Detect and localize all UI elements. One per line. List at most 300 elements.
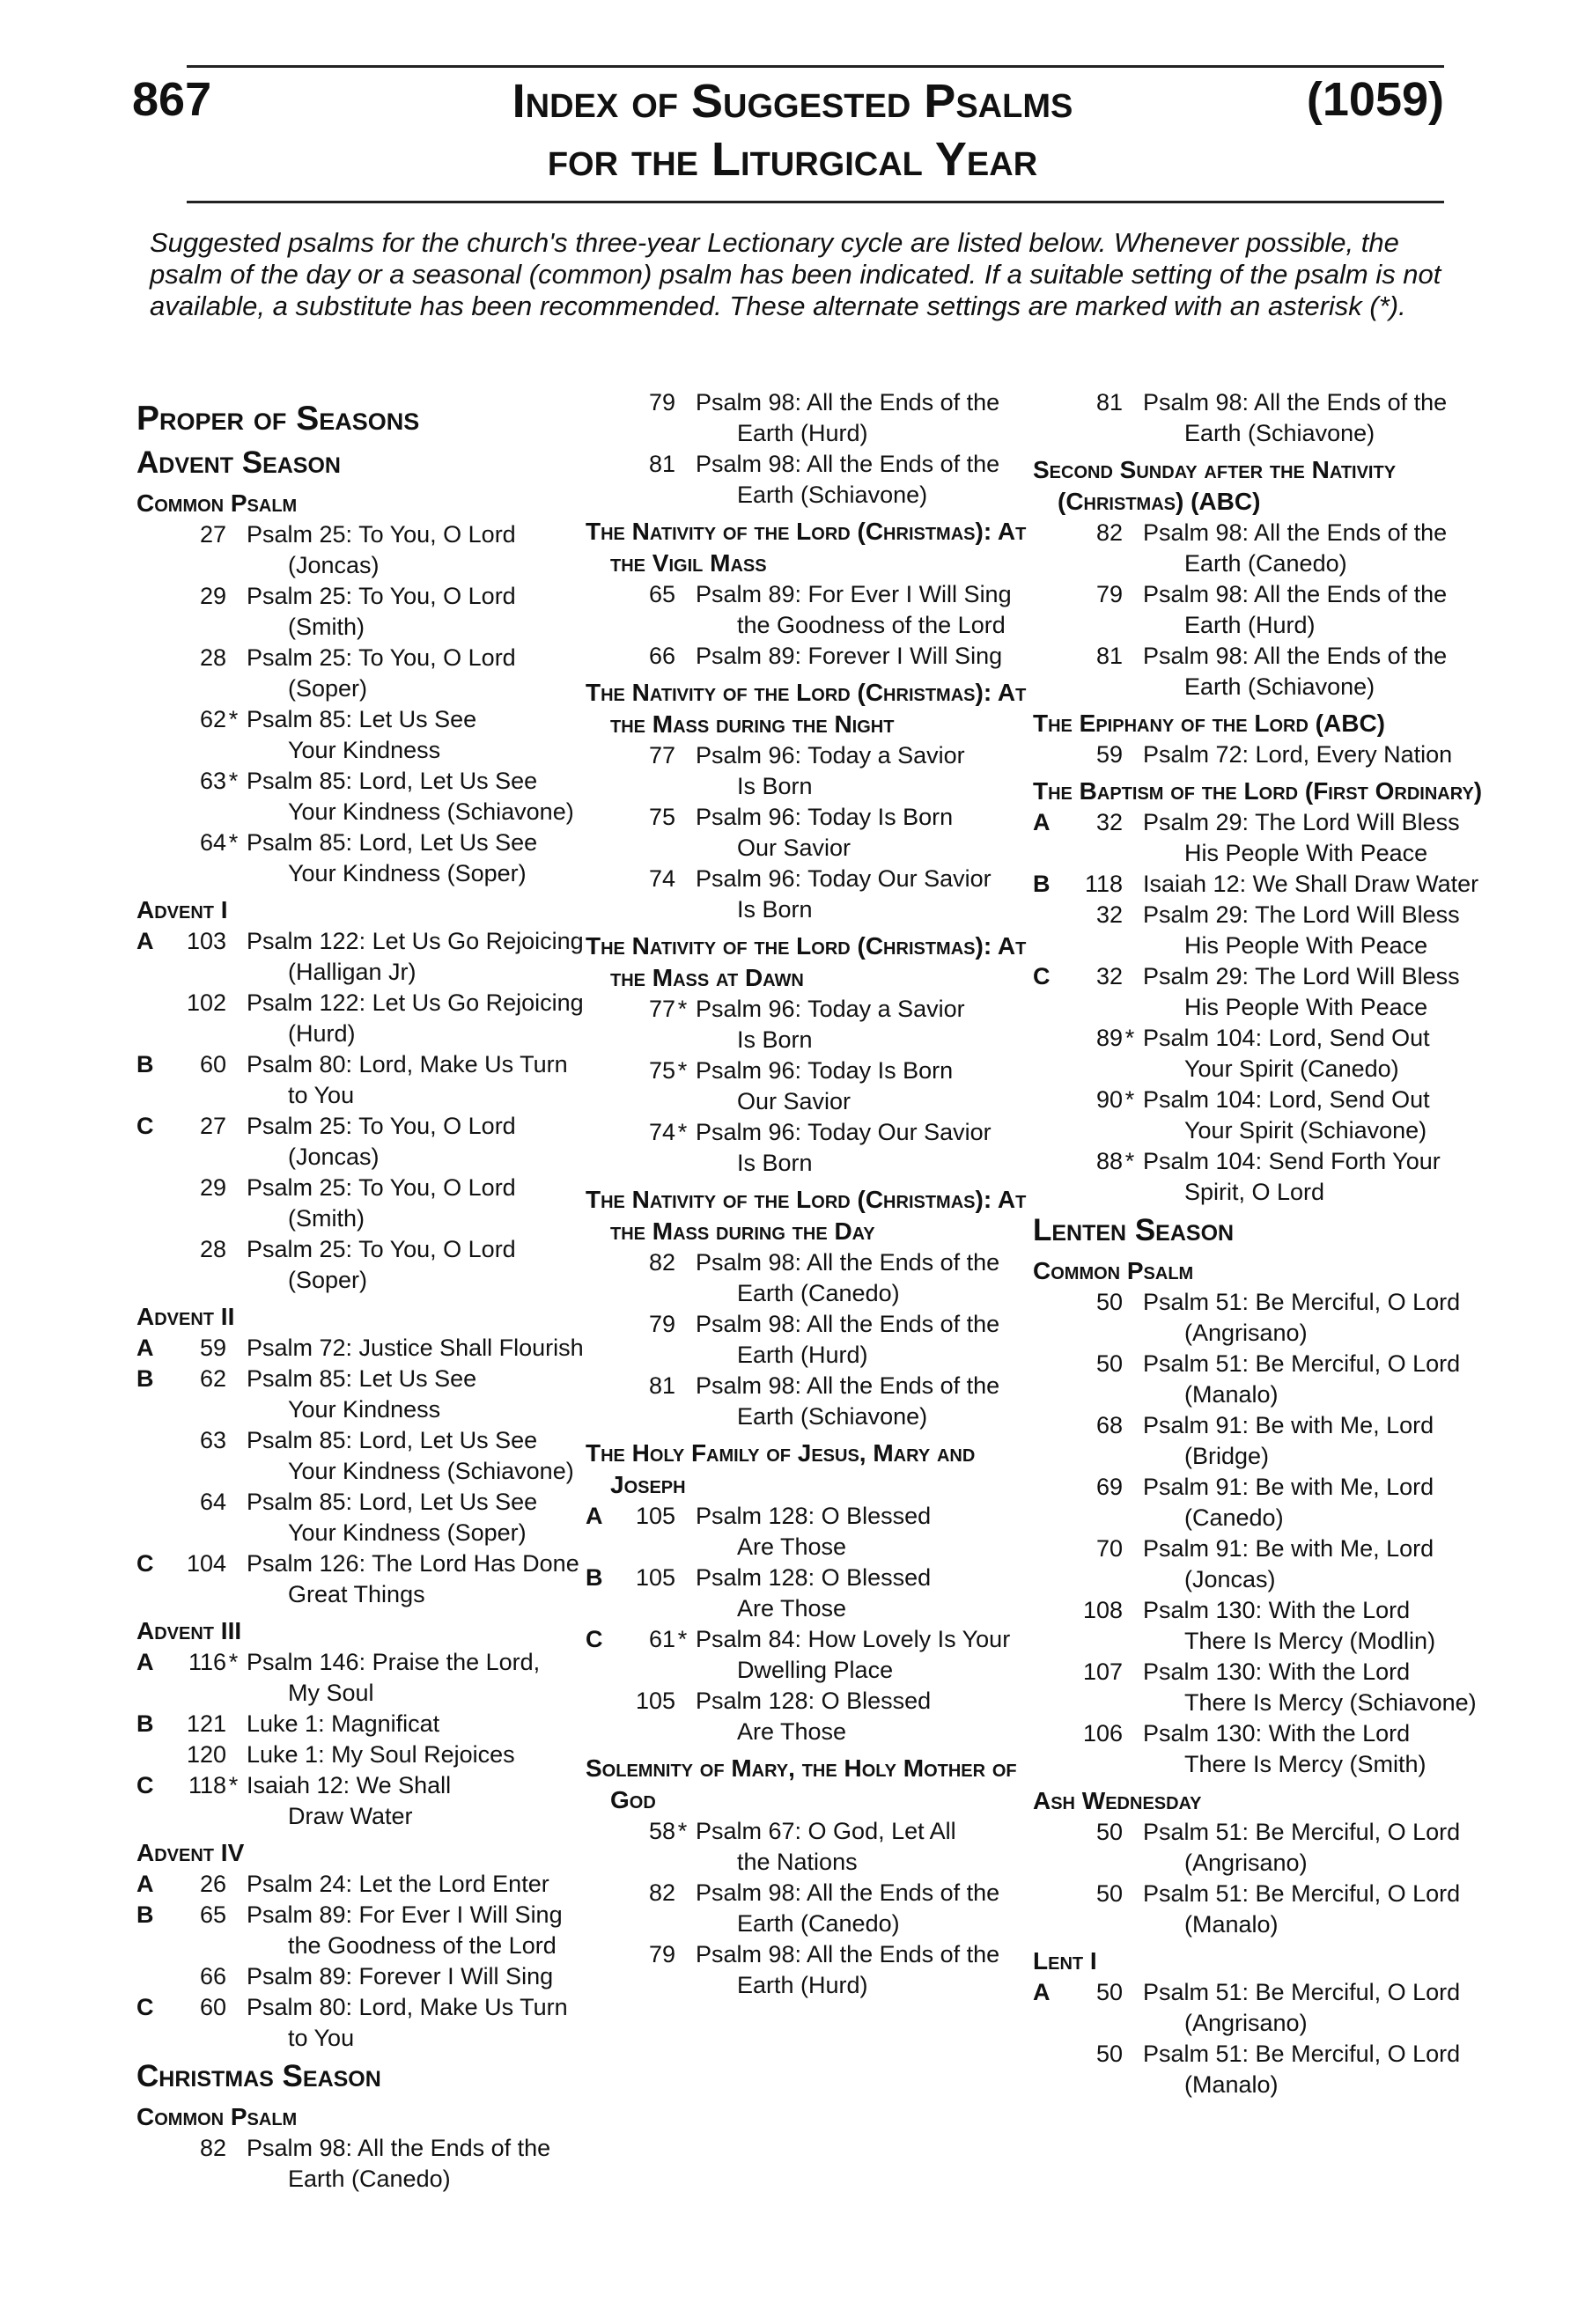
season-heading: Christmas Season: [136, 2059, 381, 2093]
psalm-title-continued: (Halligan Jr): [288, 959, 417, 985]
psalm-entry: [136, 827, 594, 889]
hymn-number: 105: [635, 1564, 675, 1591]
hymn-number: 105: [635, 1503, 675, 1529]
cycle-year-letter: C: [136, 1550, 154, 1577]
alternate-asterisk: *: [677, 1818, 688, 1844]
psalm-entry: [586, 1878, 1043, 1939]
alternate-asterisk: *: [1124, 1025, 1135, 1051]
psalm-entry: [136, 1992, 594, 2054]
hymn-number: 108: [1082, 1597, 1123, 1623]
hymn-number: 59: [1095, 741, 1123, 768]
hymn-number: 50: [1095, 1880, 1123, 1907]
psalm-entry: [586, 1939, 1043, 2001]
occasion-heading: Common Psalm: [136, 2103, 298, 2130]
psalm-entry: [1033, 961, 1491, 1023]
hymn-number: 63: [199, 1427, 226, 1453]
psalm-title-continued: Are Those: [737, 1718, 847, 1745]
psalm-title: Psalm 98: All the Ends of the: [696, 1879, 1000, 1906]
psalm-title-continued: (Angrisano): [1184, 1320, 1308, 1346]
psalm-title-continued: to You: [288, 1082, 355, 1108]
intro-paragraph: Suggested psalms for the church's three-year Lectionary cycle are listed below. Whenever possible, the psalm of the day or a seasonal (common) psalm has been indicated. If a suitable setting of the psalm is not available, a substitute has been recommended. These alternate settings are marked with an asterisk (*).: [150, 227, 1441, 321]
hymn-number: 32: [1095, 809, 1123, 835]
psalm-title: Psalm 80: Lord, Make Us Turn: [247, 1994, 568, 2020]
psalm-entry: [1033, 1085, 1491, 1146]
psalm-title-continued: Is Born: [737, 1026, 813, 1053]
psalm-entry: [136, 1647, 594, 1709]
psalm-title-continued: (Joncas): [288, 552, 380, 578]
hymn-number: 58: [648, 1818, 675, 1844]
psalm-title-continued: Earth (Canedo): [1184, 550, 1347, 577]
psalm-title: Luke 1: My Soul Rejoices: [247, 1741, 515, 1768]
psalm-entry: [1033, 900, 1491, 961]
psalm-entry: [1033, 1718, 1491, 1780]
psalm-title: Psalm 98: All the Ends of the: [696, 1311, 1000, 1337]
hymn-number: 26: [199, 1871, 226, 1897]
psalm-entry: [1033, 807, 1491, 869]
psalm-title-continued: My Soul: [288, 1680, 374, 1706]
psalm-title: Psalm 25: To You, O Lord: [247, 583, 516, 609]
psalm-title: Isaiah 12: We Shall Draw Water: [1143, 871, 1479, 897]
psalm-entry: [1033, 2039, 1491, 2100]
psalm-title: Psalm 104: Lord, Send Out: [1143, 1086, 1430, 1113]
hymn-number: 77: [648, 996, 675, 1022]
psalm-title: Psalm 25: To You, O Lord: [247, 521, 516, 548]
season-heading: Advent Season: [136, 445, 341, 480]
psalm-entry: [136, 1049, 594, 1111]
cycle-year-letter: B: [136, 1710, 154, 1737]
psalm-title-continued: (Manalo): [1184, 1911, 1279, 1938]
psalm-title: Luke 1: Magnificat: [247, 1710, 440, 1737]
psalm-title-continued: His People With Peace: [1184, 932, 1428, 959]
psalm-title-continued: Are Those: [737, 1595, 847, 1622]
psalm-title: Psalm 51: Be Merciful, O Lord: [1143, 1289, 1461, 1315]
psalm-entry: [136, 1770, 594, 1832]
occasion-heading: Advent III: [136, 1617, 242, 1644]
psalm-title: Psalm 25: To You, O Lord: [247, 1236, 516, 1262]
psalm-title-continued: Your Spirit (Canedo): [1184, 1055, 1399, 1082]
occasion-heading: Common Psalm: [1033, 1257, 1194, 1284]
hymn-number: 32: [1095, 963, 1123, 989]
psalm-entry: [1033, 641, 1491, 702]
index-column-1: [136, 387, 594, 2195]
psalm-title: Psalm 89: For Ever I Will Sing: [696, 581, 1012, 607]
psalm-title: Psalm 96: Today Is Born: [696, 804, 954, 830]
hymn-number: 79: [648, 389, 675, 416]
psalm-title: Psalm 96: Today a Savior: [696, 996, 965, 1022]
psalm-entry: [136, 643, 594, 704]
psalm-title: Psalm 72: Justice Shall Flourish: [247, 1335, 584, 1361]
psalm-title-continued: Your Kindness: [288, 737, 441, 763]
psalm-title: Psalm 104: Send Forth Your: [1143, 1148, 1441, 1174]
psalm-title-continued: Your Kindness (Schiavone): [288, 1458, 574, 1484]
hymn-number: 62: [199, 706, 226, 732]
hymn-number: 63: [199, 768, 226, 794]
psalm-title: Psalm 51: Be Merciful, O Lord: [1143, 1979, 1461, 2005]
psalm-entry: [586, 1055, 1043, 1117]
psalm-title-continued: Your Kindness: [288, 1396, 441, 1423]
hymn-number: 79: [1095, 581, 1123, 607]
psalm-title-continued: Earth (Canedo): [288, 2166, 451, 2192]
hymn-number: 106: [1082, 1720, 1123, 1747]
hymn-number: 60: [199, 1051, 226, 1077]
hymn-number: 27: [199, 521, 226, 548]
hymn-number: 29: [199, 1174, 226, 1201]
psalm-title: Psalm 96: Today Is Born: [696, 1057, 954, 1084]
psalm-title: Psalm 130: With the Lord: [1143, 1597, 1411, 1623]
occasion-heading: Advent I: [136, 896, 228, 923]
alternate-asterisk: *: [1124, 1148, 1135, 1174]
psalm-title: Psalm 89: Forever I Will Sing: [247, 1963, 554, 1989]
psalm-entry: [1033, 1533, 1491, 1595]
hymn-number: 74: [648, 1119, 675, 1145]
hymn-number: 79: [648, 1941, 675, 1967]
psalm-title: Psalm 25: To You, O Lord: [247, 1174, 516, 1201]
psalm-title-continued: (Angrisano): [1184, 1850, 1308, 1876]
psalm-title-continued: (Soper): [288, 1267, 368, 1293]
psalm-title: Psalm 91: Be with Me, Lord: [1143, 1474, 1434, 1500]
psalm-title-continued: Earth (Schiavone): [737, 482, 928, 508]
top-rule: [187, 65, 1444, 68]
hymn-number: 50: [1095, 1350, 1123, 1377]
psalm-title-continued: Draw Water: [288, 1803, 413, 1829]
hymn-number: 27: [199, 1113, 226, 1139]
hymn-number: 81: [1095, 389, 1123, 416]
hymn-number: 82: [1095, 519, 1123, 546]
hymn-number: 29: [199, 583, 226, 609]
cycle-year-letter: C: [136, 1113, 154, 1139]
psalm-title: Psalm 91: Be with Me, Lord: [1143, 1535, 1434, 1562]
alternate-asterisk: *: [1124, 1086, 1135, 1113]
season-heading: Lenten Season: [1033, 1213, 1235, 1247]
hymn-number: 107: [1082, 1658, 1123, 1685]
occasion-heading: The Nativity of the Lord (Christmas): At the Mass during the Night: [586, 679, 1027, 738]
occasion-heading: The Nativity of the Lord (Christmas): At the Mass at Dawn: [586, 932, 1027, 991]
psalm-entry: [136, 2133, 594, 2195]
psalm-entry: [586, 1371, 1043, 1432]
psalm-title: Psalm 91: Be with Me, Lord: [1143, 1412, 1434, 1438]
occasion-heading: The Nativity of the Lord (Christmas): At the Mass during the Day: [586, 1186, 1027, 1245]
hymn-number: 28: [199, 644, 226, 671]
psalm-entry: [1033, 1146, 1491, 1208]
cycle-year-letter: C: [136, 1994, 154, 2020]
psalm-title: Psalm 98: All the Ends of the: [1143, 389, 1448, 416]
psalm-title: Psalm 85: Let Us See: [247, 1365, 477, 1392]
psalm-title: Psalm 98: All the Ends of the: [696, 1249, 1000, 1276]
psalm-entry: [586, 1563, 1043, 1624]
hymn-number: 60: [199, 1994, 226, 2020]
psalm-entry: [1033, 1817, 1491, 1879]
psalm-title-continued: (Angrisano): [1184, 2010, 1308, 2036]
psalm-title-continued: His People With Peace: [1184, 840, 1428, 866]
psalm-title: Psalm 29: The Lord Will Bless: [1143, 963, 1460, 989]
psalm-title: Psalm 130: With the Lord: [1143, 1658, 1411, 1685]
cycle-year-letter: A: [136, 1649, 154, 1675]
psalm-title-continued: to You: [288, 2025, 355, 2051]
psalm-entry: [1033, 1472, 1491, 1533]
hymn-number: 50: [1095, 1979, 1123, 2005]
psalm-title-continued: Earth (Hurd): [1184, 612, 1316, 638]
occasion-heading: The Holy Family of Jesus, Mary and Joseph: [586, 1439, 976, 1498]
hymn-number: 79: [648, 1311, 675, 1337]
psalm-title: Psalm 128: O Blessed: [696, 1688, 932, 1714]
psalm-title-continued: Your Kindness (Soper): [288, 1519, 527, 1546]
psalm-entry: [586, 579, 1043, 641]
hymn-number: 50: [1095, 2041, 1123, 2067]
psalm-title: Psalm 128: O Blessed: [696, 1564, 932, 1591]
cycle-year-letter: C: [1033, 963, 1051, 989]
psalm-title-continued: (Soper): [288, 675, 368, 702]
alternate-asterisk: *: [228, 768, 239, 794]
section-heading: Proper of Seasons: [136, 400, 420, 438]
psalm-entry: [1033, 1595, 1491, 1657]
psalm-entry: [586, 864, 1043, 925]
hymn-number: 121: [186, 1710, 226, 1737]
psalm-entry: [136, 1739, 594, 1770]
cycle-year-letter: B: [136, 1051, 154, 1077]
page-title-line-1: Index of Suggested Psalms: [512, 75, 1073, 128]
occasion-heading: The Nativity of the Lord (Christmas): At the Vigil Mass: [586, 518, 1027, 577]
psalm-entry: [586, 1501, 1043, 1563]
alternate-asterisk: *: [228, 706, 239, 732]
psalm-title-continued: Our Savior: [737, 1088, 851, 1114]
hymn-number: 105: [635, 1688, 675, 1714]
hymn-number: 116: [188, 1649, 226, 1675]
psalm-title-continued: the Goodness of the Lord: [737, 612, 1006, 638]
occasion-heading: Advent II: [136, 1303, 235, 1330]
psalm-entry: [136, 1961, 594, 1992]
psalm-entry: [586, 740, 1043, 802]
psalm-entry: [136, 988, 594, 1049]
psalm-entry: [1033, 1977, 1491, 2039]
psalm-entry: [586, 1309, 1043, 1371]
psalm-entry: [136, 519, 594, 581]
psalm-entry: [136, 766, 594, 827]
psalm-entry: [586, 1247, 1043, 1309]
cycle-year-letter: A: [136, 1335, 154, 1361]
psalm-title-continued: (Manalo): [1184, 2071, 1279, 2098]
psalm-title: Psalm 84: How Lovely Is Your: [696, 1626, 1011, 1652]
hymn-number: 62: [199, 1365, 226, 1392]
hymn-number: 118: [188, 1772, 226, 1798]
psalm-title-continued: Spirit, O Lord: [1184, 1179, 1325, 1205]
psalm-entry: [586, 387, 1043, 449]
occasion-heading: Advent IV: [136, 1839, 245, 1866]
psalm-entry: [586, 994, 1043, 1055]
psalm-title-continued: Great Things: [288, 1581, 425, 1607]
page-title-line-2: for the Liturgical Year: [547, 133, 1038, 186]
hymn-number: 70: [1095, 1535, 1123, 1562]
psalm-title: Psalm 85: Lord, Let Us See: [247, 1489, 538, 1515]
cycle-year-letter: A: [136, 928, 154, 954]
psalm-title-continued: Earth (Schiavone): [1184, 673, 1375, 700]
psalm-title: Psalm 104: Lord, Send Out: [1143, 1025, 1430, 1051]
psalm-title-continued: Our Savior: [737, 835, 851, 861]
psalm-title: Psalm 89: Forever I Will Sing: [696, 643, 1003, 669]
occasion-heading: The Baptism of the Lord (First Ordinary): [1033, 777, 1483, 805]
hymn-number: 64: [199, 1489, 226, 1515]
hymn-number: 82: [199, 2135, 226, 2161]
psalm-entry: [586, 1117, 1043, 1179]
psalm-title-continued: There Is Mercy (Modlin): [1184, 1628, 1436, 1654]
occasion-heading: Common Psalm: [136, 489, 298, 517]
occasion-heading: Solemnity of Mary, the Holy Mother of God: [586, 1754, 1017, 1813]
psalm-title-continued: Dwelling Place: [737, 1657, 894, 1683]
psalm-entry: [136, 1234, 594, 1296]
psalm-title: Psalm 122: Let Us Go Rejoicing: [247, 928, 584, 954]
psalm-title: Psalm 98: All the Ends of the: [247, 2135, 551, 2161]
occasion-heading: Second Sunday after the Nativity (Christmas) (ABC): [1033, 456, 1397, 515]
psalm-entry: [1033, 579, 1491, 641]
psalm-title: Psalm 98: All the Ends of the: [696, 1372, 1000, 1399]
psalm-title: Psalm 24: Let the Lord Enter: [247, 1871, 549, 1897]
psalm-title: Psalm 98: All the Ends of the: [1143, 519, 1448, 546]
alternate-asterisk: *: [228, 1772, 239, 1798]
psalm-entry: [136, 1869, 594, 1900]
psalm-title: Psalm 85: Lord, Let Us See: [247, 829, 538, 856]
alternate-asterisk: *: [677, 996, 688, 1022]
hymn-number: 89: [1095, 1025, 1123, 1051]
psalm-title-continued: Is Born: [737, 773, 813, 799]
cycle-year-letter: A: [136, 1871, 154, 1897]
hymn-number: 82: [648, 1249, 675, 1276]
psalm-title-continued: the Goodness of the Lord: [288, 1932, 557, 1959]
cycle-year-letter: C: [586, 1626, 603, 1652]
psalm-title: Psalm 80: Lord, Make Us Turn: [247, 1051, 568, 1077]
psalm-title-continued: Is Born: [737, 896, 813, 923]
psalm-entry: [586, 1686, 1043, 1747]
psalm-entry: [1033, 1879, 1491, 1940]
hymn-number: 102: [186, 989, 226, 1016]
psalm-title-continued: (Hurd): [288, 1020, 356, 1047]
psalm-entry: [136, 581, 594, 643]
cycle-year-letter: B: [1033, 871, 1051, 897]
psalm-title: Psalm 51: Be Merciful, O Lord: [1143, 1880, 1461, 1907]
psalm-title-continued: There Is Mercy (Smith): [1184, 1751, 1426, 1777]
alternate-asterisk: *: [228, 829, 239, 856]
psalm-title-continued: Is Born: [737, 1150, 813, 1176]
psalm-title: Psalm 51: Be Merciful, O Lord: [1143, 1350, 1461, 1377]
psalm-entry: [136, 1548, 594, 1610]
psalm-entry: [586, 641, 1043, 672]
psalm-title: Psalm 98: All the Ends of the: [696, 1941, 1000, 1967]
hymn-number: 59: [199, 1335, 226, 1361]
alternate-asterisk: *: [228, 1649, 239, 1675]
psalm-title: Psalm 25: To You, O Lord: [247, 1113, 516, 1139]
psalm-entry: [1033, 1410, 1491, 1472]
psalm-title: Psalm 96: Today Our Savior: [696, 1119, 992, 1145]
psalm-title: Psalm 146: Praise the Lord,: [247, 1649, 541, 1675]
psalm-title: Psalm 98: All the Ends of the: [696, 451, 1000, 477]
psalm-entry: [1033, 1023, 1491, 1085]
psalm-entry: [136, 1487, 594, 1548]
psalm-entry: [136, 1364, 594, 1425]
psalm-title-continued: Earth (Canedo): [737, 1280, 900, 1306]
psalm-title: Psalm 96: Today a Savior: [696, 742, 965, 769]
psalm-title: Psalm 29: The Lord Will Bless: [1143, 901, 1460, 928]
alternate-asterisk: *: [677, 1119, 688, 1145]
cycle-year-letter: A: [1033, 1979, 1051, 2005]
psalm-entry: [136, 1333, 594, 1364]
hymn-number: 61: [648, 1626, 675, 1652]
cycle-year-letter: A: [586, 1503, 603, 1529]
psalm-entry: [136, 926, 594, 988]
header-bottom-rule: [187, 201, 1444, 203]
psalm-title: Isaiah 12: We Shall: [247, 1772, 452, 1798]
hymn-number: 77: [648, 742, 675, 769]
psalm-title-continued: Your Spirit (Schiavone): [1184, 1117, 1427, 1144]
cycle-year-letter: B: [136, 1365, 154, 1392]
psalm-entry: [1033, 518, 1491, 579]
psalm-entry: [586, 449, 1043, 511]
hymn-number: 120: [186, 1741, 226, 1768]
psalm-title: Psalm 130: With the Lord: [1143, 1720, 1411, 1747]
psalm-title-continued: (Manalo): [1184, 1381, 1279, 1408]
psalm-entry: [1033, 1657, 1491, 1718]
hymn-number: 88: [1095, 1148, 1123, 1174]
hymn-number: 118: [1084, 871, 1123, 897]
psalm-entry: [1033, 869, 1491, 900]
psalm-title-continued: There Is Mercy (Schiavone): [1184, 1689, 1477, 1716]
psalm-title-continued: His People With Peace: [1184, 994, 1428, 1020]
cycle-year-letter: B: [586, 1564, 603, 1591]
hymn-number: 50: [1095, 1289, 1123, 1315]
psalm-entry: [136, 1173, 594, 1234]
hymn-number: 65: [648, 581, 675, 607]
psalm-title: Psalm 29: The Lord Will Bless: [1143, 809, 1460, 835]
cycle-year-letter: B: [136, 1901, 154, 1928]
psalm-entry: [1033, 739, 1491, 770]
psalm-title-continued: Earth (Schiavone): [1184, 420, 1375, 446]
psalm-title-continued: Earth (Hurd): [737, 1972, 868, 1998]
psalm-title: Psalm 85: Let Us See: [247, 706, 477, 732]
psalm-title: Psalm 85: Lord, Let Us See: [247, 768, 538, 794]
psalm-entry: [136, 1425, 594, 1487]
psalm-title-continued: (Joncas): [1184, 1566, 1276, 1592]
hymn-number: 65: [199, 1901, 226, 1928]
psalm-title-continued: Earth (Hurd): [737, 1342, 868, 1368]
psalm-title: Psalm 128: O Blessed: [696, 1503, 932, 1529]
psalm-entry: [136, 1709, 594, 1739]
hymn-number: 104: [186, 1550, 226, 1577]
hymn-number: 74: [648, 865, 675, 892]
hymn-number: 66: [199, 1963, 226, 1989]
occasion-heading: Lent I: [1033, 1947, 1097, 1975]
index-column-2: [586, 387, 1043, 2001]
hymn-number: 90: [1095, 1086, 1123, 1113]
hymn-number: 69: [1095, 1474, 1123, 1500]
psalm-entry: [1033, 1349, 1491, 1410]
psalm-title: Psalm 98: All the Ends of the: [1143, 643, 1448, 669]
page-title: [352, 72, 1233, 188]
hymn-number: 81: [648, 1372, 675, 1399]
psalm-title-continued: Are Those: [737, 1533, 847, 1560]
psalm-title-continued: Earth (Canedo): [737, 1910, 900, 1937]
psalm-entry: [136, 1900, 594, 1961]
psalm-title-continued: (Joncas): [288, 1144, 380, 1170]
hymn-number: 81: [1095, 643, 1123, 669]
psalm-title-continued: (Canedo): [1184, 1504, 1284, 1531]
psalm-entry: [136, 1111, 594, 1173]
psalm-title-continued: Your Kindness (Soper): [288, 860, 527, 886]
psalm-title-continued: Earth (Hurd): [737, 420, 868, 446]
psalm-title: Psalm 25: To You, O Lord: [247, 644, 516, 671]
hymn-number: 50: [1095, 1819, 1123, 1845]
psalm-title-continued: (Bridge): [1184, 1443, 1270, 1469]
hymn-number: (1059): [1306, 73, 1444, 126]
psalm-title: Psalm 96: Today Our Savior: [696, 865, 992, 892]
hymn-number: 32: [1095, 901, 1123, 928]
hymn-number: 28: [199, 1236, 226, 1262]
